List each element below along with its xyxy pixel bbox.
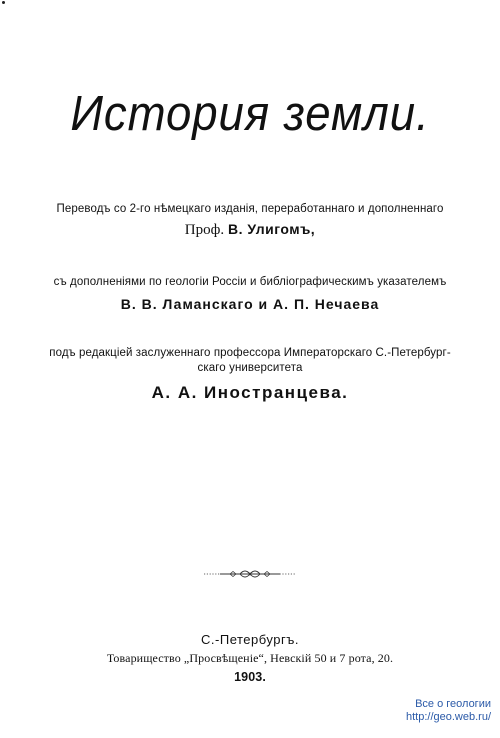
corner-mark	[2, 1, 5, 4]
ornament-divider	[200, 567, 300, 581]
contributors: В. В. Ламанскаго и А. П. Нечаева	[120, 296, 380, 312]
editor-note-line1: подъ редакціей заслуженнаго профессора Императорскаго С.-Петербург-	[49, 347, 451, 359]
author-prefix: Проф.	[184, 222, 225, 238]
publisher: Товарищество „Просвѣщеніе“, Невскій 50 и 7 рота, 20.	[106, 651, 394, 665]
watermark	[406, 698, 491, 724]
editor-name: А. А. Иностранцева.	[151, 383, 349, 402]
editor-note-line2: скаго университета	[197, 362, 303, 374]
year: 1903.	[234, 670, 266, 684]
watermark-title: Все о геологии	[415, 698, 491, 710]
book-title: История земли.	[70, 87, 430, 141]
supplement-note: съ дополненіями по геологіи Россіи и библіографическимъ указателемъ	[53, 276, 447, 288]
watermark-url[interactable]: http://geo.web.ru/	[406, 711, 491, 723]
city: С.-Петербургъ.	[201, 632, 299, 647]
author-line	[0, 221, 500, 239]
translation-note: Переводъ со 2-го нѣмецкаго изданія, переработаннаго и дополненнаго	[56, 203, 444, 215]
author-name: В. Улигомъ,	[228, 221, 316, 237]
